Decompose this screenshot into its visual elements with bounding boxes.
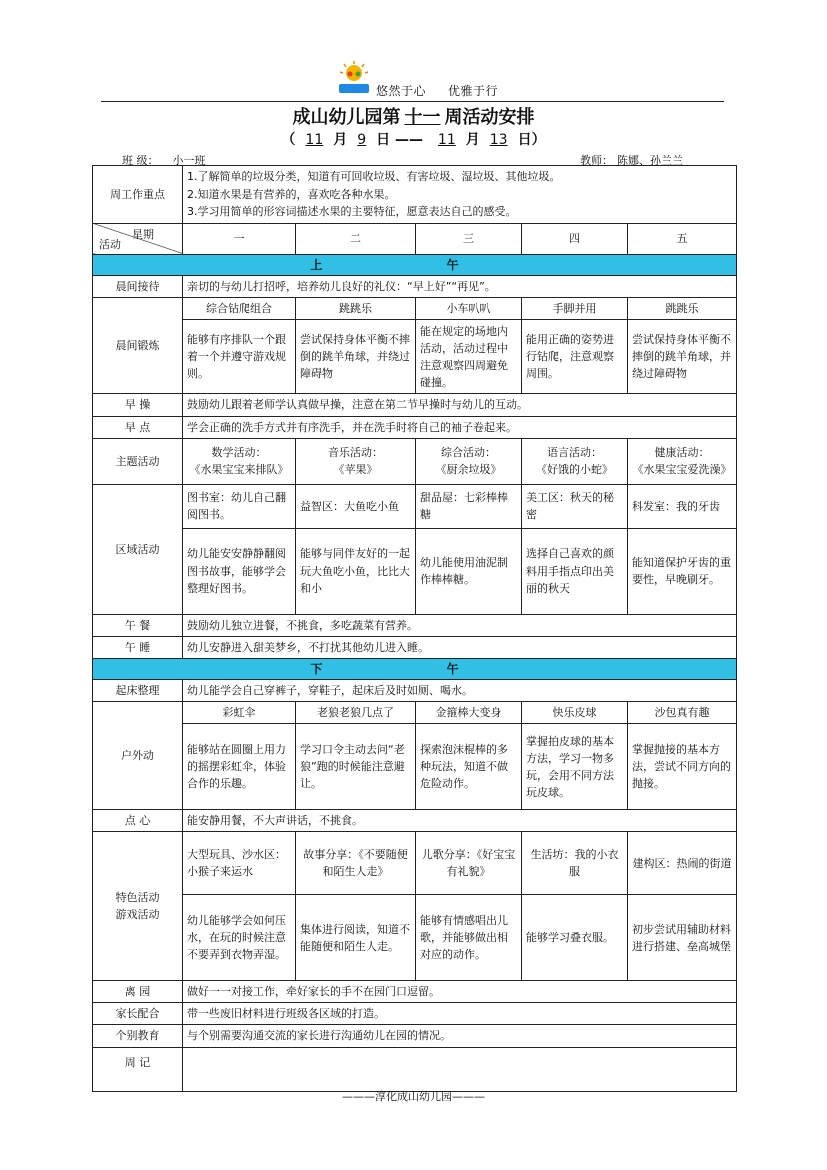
- row-label: 午 餐: [93, 614, 183, 636]
- area-title: 图书室：幼儿自己翻阅图书。: [183, 484, 296, 528]
- special-label-2: 游戏活动: [115, 908, 160, 922]
- row-label: 周工作重点: [93, 166, 183, 224]
- section-header-afternoon: 下 午: [93, 658, 737, 680]
- theme-title: 《好饿的小蛇》: [536, 463, 613, 477]
- area-title: 美工区：秋天的秘密: [522, 484, 628, 528]
- reception-row: [93, 276, 737, 298]
- page-header: [0, 0, 827, 104]
- diary-row: [93, 1047, 737, 1091]
- row-label: 区域活动: [93, 484, 183, 614]
- motto-part-1: 悠然于心: [376, 84, 427, 98]
- teacher-value: 陈娜、孙兰兰: [617, 154, 683, 167]
- corner-bottom: 活动: [99, 237, 121, 251]
- week-focus-list: [183, 166, 737, 224]
- focus-item: 3.学习用简单的形容词描述水果的主要特征，愿意表达自己的感受。: [187, 205, 517, 219]
- nap-row: [93, 636, 737, 658]
- activity-title: 综合钻爬组合: [183, 298, 296, 320]
- row-content: 幼儿安静进入甜美梦乡，不打扰其他幼儿进入睡。: [183, 636, 737, 658]
- row-label: 个别教育: [93, 1025, 183, 1047]
- page-footer: ———淳化成山幼儿园———: [342, 1090, 485, 1103]
- class-label: 班 级：: [122, 154, 159, 167]
- area-desc: 幼儿能使用油泥制作棒棒糖。: [416, 528, 522, 614]
- theme-type: 语言活动：: [547, 446, 602, 460]
- activity-desc: 探索泡沫棍棒的多种玩法，知道不做危险动作。: [416, 724, 522, 810]
- theme-cell: [628, 438, 737, 484]
- row-label: 晨间锻炼: [93, 298, 183, 394]
- individual-row: [93, 1025, 737, 1047]
- theme-type: 数学活动：: [211, 446, 267, 460]
- corner-top: 星期: [132, 227, 154, 241]
- activity-desc: 学习口令主动去问“老狼”跑的时候能注意避让。: [296, 724, 416, 810]
- theme-cell: [296, 438, 416, 484]
- day-header: 四: [522, 223, 628, 254]
- end-day: 13: [489, 132, 508, 148]
- exercise-title-row: [93, 298, 737, 320]
- theme-type: 综合活动：: [441, 446, 496, 460]
- activity-desc: 尝试保持身体平衡不摔倒的跳羊角球，并绕过障碍物: [628, 320, 737, 394]
- morning-snack-row: [93, 416, 737, 438]
- day-header: 一: [183, 223, 296, 254]
- day-char: 日: [376, 132, 391, 148]
- special-desc: 能够学习叠衣服。: [522, 895, 628, 981]
- theme-cell: [183, 438, 296, 484]
- row-label: 午 睡: [93, 636, 183, 658]
- special-desc: 初步尝试用辅助材料进行搭建、垒高城堡: [628, 895, 737, 981]
- date-range: [0, 129, 827, 149]
- area-desc-row: [93, 528, 737, 614]
- row-content: 鼓励幼儿跟着老师学认真做早操，注意在第二节早操时与幼儿的互动。: [183, 394, 737, 416]
- theme-title: 《厨余垃圾》: [435, 463, 502, 477]
- row-label: 离 园: [93, 981, 183, 1003]
- header-rule: [101, 101, 724, 102]
- theme-title: 《水果宝宝爱洗澡》: [632, 463, 732, 477]
- row-label: 点 心: [93, 810, 183, 832]
- row-label: 晨间接待: [93, 276, 183, 298]
- teacher-label: 教师：: [580, 154, 613, 167]
- special-label-1: 特色活动: [115, 891, 160, 905]
- activity-title: 彩虹伞: [183, 702, 296, 724]
- leave-row: [93, 981, 737, 1003]
- parent-row: [93, 1003, 737, 1025]
- outdoor-title-row: [93, 702, 737, 724]
- activity-desc: 能用正确的姿势进行钻爬，注意观察周围。: [522, 320, 628, 394]
- activity-title: 跳跳乐: [628, 298, 737, 320]
- start-day: 9: [357, 132, 367, 148]
- row-content: 做好一一对接工作，牵好家长的手不在园门口逗留。: [183, 981, 737, 1003]
- special-title-row: [93, 832, 737, 895]
- start-month: 11: [305, 132, 324, 148]
- special-title: 建构区：热闹的街道: [628, 832, 737, 895]
- area-desc: 幼儿能安安静静翻阅图书故事，能够学会整理好图书。: [183, 528, 296, 614]
- area-title: 甜品屋：七彩棒棒糖: [416, 484, 522, 528]
- afternoon-section-row: [93, 658, 737, 680]
- motto: [376, 82, 520, 99]
- row-label: 户外动: [93, 702, 183, 810]
- area-desc: 能够与同伴友好的一起玩大鱼吃小鱼，比比大和小: [296, 528, 416, 614]
- morning-section-row: [93, 254, 737, 276]
- class-value: 小一班: [172, 154, 206, 167]
- activity-title: 跳跳乐: [296, 298, 416, 320]
- week-number: 十一: [404, 107, 441, 128]
- date-dash: ——: [395, 132, 424, 148]
- corner-cell: [93, 223, 183, 254]
- weekday-header-row: [93, 223, 737, 254]
- focus-item: 1.了解简单的垃圾分类，知道有可回收垃圾、有害垃圾、湿垃圾、其他垃圾。: [187, 170, 561, 183]
- special-desc: 集体进行阅读，知道不能随便和陌生人走。: [296, 895, 416, 981]
- focus-item: 2.知道水果是有营养的，喜欢吃各种水果。: [187, 187, 396, 201]
- row-label: [93, 832, 183, 981]
- theme-title: 《水果宝宝来排队》: [189, 463, 289, 477]
- activity-title: 沙包真有趣: [628, 702, 737, 724]
- row-label: 家长配合: [93, 1003, 183, 1025]
- row-content: 能安静用餐，不大声讲话，不挑食。: [183, 810, 737, 832]
- activity-desc: 掌握抛接的基本方法，尝试不同方向的抛接。: [628, 724, 737, 810]
- activity-desc: 能够站在圆圈上用力的摇摆彩虹伞，体验合作的乐趣。: [183, 724, 296, 810]
- row-content: 亲切的与幼儿打招呼，培养幼儿良好的礼仪：“早上好”“再见”。: [183, 276, 737, 298]
- wake-row: [93, 680, 737, 702]
- diary-content: [183, 1047, 737, 1091]
- kindergarten-logo: [336, 60, 372, 96]
- date-close: 日）: [517, 132, 546, 148]
- row-label: 主题活动: [93, 438, 183, 484]
- special-title: 故事分享：《不要随便和陌生人走》: [296, 832, 416, 895]
- activity-title: 金箍棒大变身: [416, 702, 522, 724]
- exercise-desc-row: [93, 320, 737, 394]
- title-suffix: 周活动安排: [444, 107, 535, 128]
- schedule-table: [92, 165, 737, 1092]
- special-desc-row: [93, 895, 737, 981]
- activity-title: 老狼老狼几点了: [296, 702, 416, 724]
- day-header: 五: [628, 223, 737, 254]
- theme-row: [93, 438, 737, 484]
- theme-type: 健康活动：: [654, 446, 710, 460]
- area-desc: 能知道保护牙齿的重要性，早晚刷牙。: [628, 528, 737, 614]
- row-label: 早 点: [93, 416, 183, 438]
- theme-cell: [416, 438, 522, 484]
- morning-drill-row: [93, 394, 737, 416]
- page-title: [0, 103, 827, 129]
- theme-cell: [522, 438, 628, 484]
- lunch-row: [93, 614, 737, 636]
- activity-title: 小车叭叭: [416, 298, 522, 320]
- month-char-2: 月: [465, 132, 480, 148]
- row-content: 学会正确的洗手方式并有序洗手，并在洗手时将自己的袖子卷起来。: [183, 416, 737, 438]
- row-content: 鼓励幼儿独立进餐，不挑食，多吃蔬菜有营养。: [183, 614, 737, 636]
- motto-part-2: 优雅于行: [448, 84, 499, 98]
- theme-title: 《苹果》: [333, 463, 378, 477]
- activity-title: 手脚并用: [522, 298, 628, 320]
- special-title: 生活坊：我的小衣服: [522, 832, 628, 895]
- activity-title: 快乐皮球: [522, 702, 628, 724]
- special-title: 大型玩具、沙水区：小猴子来运水: [183, 832, 296, 895]
- row-label: 起床整理: [93, 680, 183, 702]
- area-desc: 选择自己喜欢的颜料用手指点印出美丽的秋天: [522, 528, 628, 614]
- week-focus-row: [93, 166, 737, 224]
- special-desc: 能够有情感唱出儿歌，并能够做出相对应的动作。: [416, 895, 522, 981]
- month-char: 月: [333, 132, 348, 148]
- activity-desc: 掌握拍皮球的基本方法，学习一物多玩，会用不同方法玩皮球。: [522, 724, 628, 810]
- title-prefix: 成山幼儿园第: [292, 107, 401, 128]
- row-label: 周 记: [93, 1047, 183, 1091]
- day-header: 三: [416, 223, 522, 254]
- area-title-row: [93, 484, 737, 528]
- special-desc: 幼儿能够学会如何压水，在玩的时候注意不要弄到衣物弄湿。: [183, 895, 296, 981]
- row-label: 早 操: [93, 394, 183, 416]
- area-title: 科发室：我的牙齿: [628, 484, 737, 528]
- outdoor-desc-row: [93, 724, 737, 810]
- theme-type: 音乐活动：: [328, 446, 383, 460]
- date-open: （: [281, 132, 296, 148]
- section-header-morning: 上 午: [93, 254, 737, 276]
- day-header: 二: [296, 223, 416, 254]
- afternoon-snack-row: [93, 810, 737, 832]
- area-title: 益智区：大鱼吃小鱼: [296, 484, 416, 528]
- row-content: 幼儿能学会自己穿裤子，穿鞋子，起床后及时如厕、喝水。: [183, 680, 737, 702]
- activity-desc: 尝试保持身体平衡不摔倒的跳羊角球，并绕过障碍物: [296, 320, 416, 394]
- row-content: 带一些废旧材料进行班级各区域的打造。: [183, 1003, 737, 1025]
- end-month: 11: [437, 132, 456, 148]
- activity-desc: 能够有序排队一个跟着一个并遵守游戏规则。: [183, 320, 296, 394]
- special-title: 儿歌分享：《好宝宝有礼貌》: [416, 832, 522, 895]
- activity-desc: 能在规定的场地内活动，活动过程中注意观察四周避免碰撞。: [416, 320, 522, 394]
- row-content: 与个别需要沟通交流的家长进行沟通幼儿在园的情况。: [183, 1025, 737, 1047]
